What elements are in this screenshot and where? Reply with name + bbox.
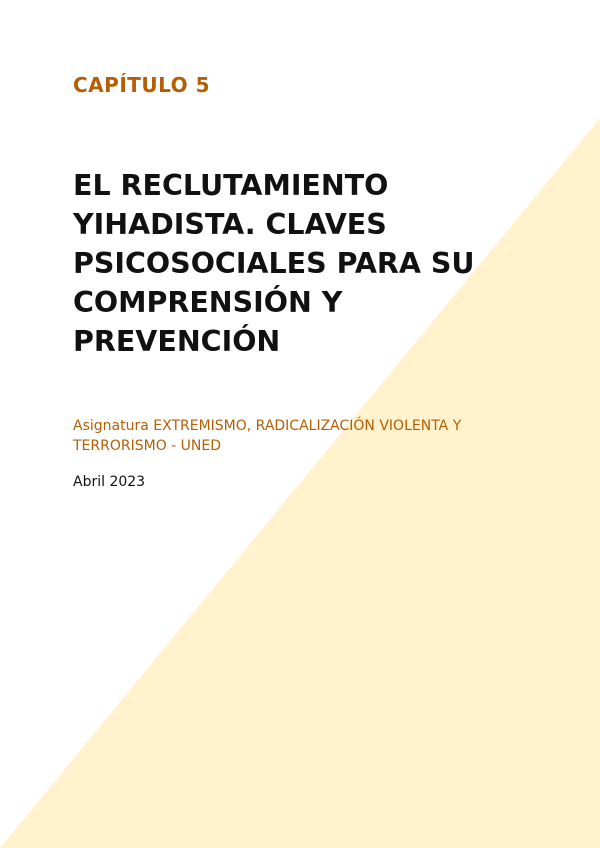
subject-line: TERRORISMO - UNED <box>73 438 222 454</box>
chapter-label: CAPÍTULO 5 <box>73 73 211 97</box>
title-line: PREVENCIÓN <box>73 325 281 358</box>
document-title <box>73 166 543 361</box>
title-line: COMPRENSIÓN Y <box>73 286 343 319</box>
publication-date: Abril 2023 <box>73 474 146 490</box>
title-line: YIHADISTA. CLAVES <box>73 208 387 241</box>
subject-line: Asignatura EXTREMISMO, RADICALIZACIÓN VIOLENTA Y <box>73 418 462 434</box>
title-line: PSICOSOCIALES PARA SU <box>73 247 475 280</box>
subject-info <box>73 416 543 456</box>
title-line: EL RECLUTAMIENTO <box>73 169 389 202</box>
